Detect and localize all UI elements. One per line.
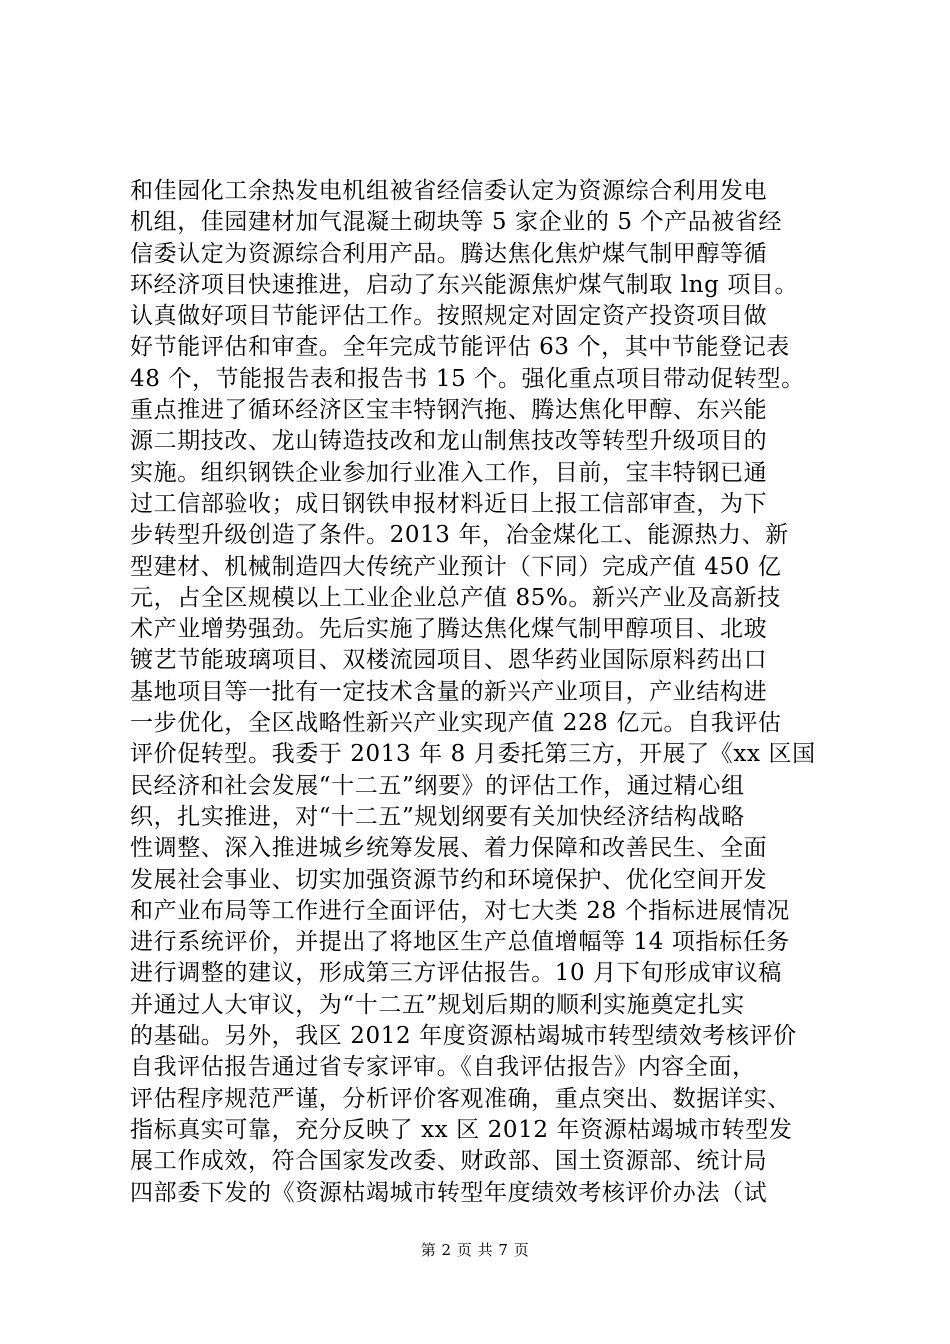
text-line: 民经济和社会发展“十二五”纲要》的评估工作，通过精心组 — [130, 772, 745, 799]
text-line: 展工作成效，符合国家发改委、财政部、国土资源部、统计局 — [130, 1148, 768, 1175]
text-line: 和佳园化工余热发电机组被省经信委认定为资源综合利用发电 — [130, 178, 768, 204]
text-line: 并通过人大审议，为“十二五”规划后期的顺利实施奠定扎实 — [130, 991, 745, 1018]
text-line: 好节能评估和审查。全年完成节能评估 63 个，其中节能登记表 — [130, 334, 790, 361]
text-line: 评价促转型。我委于 2013 年 8 月委托第三方，开展了《xx 区国 — [130, 741, 816, 768]
text-line: 型建材、机械制造四大传统产业预计（下同）完成产值 450 亿 — [130, 553, 782, 580]
text-line: 过工信部验收；成日钢铁申报材料近日上报工信部审查，为下 — [130, 490, 768, 517]
body-text — [130, 176, 820, 1209]
text-line: 源二期技改、龙山铸造技改和龙山制焦技改等转型升级项目的 — [130, 428, 768, 455]
text-line: 步转型升级创造了条件。2013 年，冶金煤化工、能源热力、新 — [130, 522, 789, 549]
text-line: 四部委下发的《资源枯竭城市转型年度绩效考核评价办法（试 — [130, 1179, 768, 1206]
text-line: 环经济项目快速推进，启动了东兴能源焦炉煤气制取 lng 项目。 — [130, 271, 799, 298]
text-line: 和产业布局等工作进行全面评估，对七大类 28 个指标进展情况 — [130, 897, 790, 924]
text-line: 48 个，节能报告表和报告书 15 个。强化重点项目带动促转型。 — [130, 365, 805, 392]
text-line: 性调整、深入推进城乡统筹发展、着力保障和改善民生、全面 — [130, 835, 768, 862]
text-line: 指标真实可靠，充分反映了 xx 区 2012 年资源枯竭城市转型发 — [130, 1116, 793, 1143]
text-line: 自我评估报告通过省专家评审。《自我评估报告》内容全面， — [130, 1054, 756, 1081]
text-line: 一步优化，全区战略性新兴产业实现产值 228 亿元。自我评估 — [130, 710, 782, 737]
text-line: 术产业增势强劲。先后实施了腾达焦化煤气制甲醇项目、北玻 — [130, 616, 768, 643]
text-line: 进行调整的建议，形成第三方评估报告。10 月下旬形成审议稿 — [130, 960, 782, 987]
text-line: 认真做好项目节能评估工作。按照规定对固定资产投资项目做 — [130, 303, 768, 330]
text-line: 镀艺节能玻璃项目、双楼流园项目、恩华药业国际原料药出口 — [130, 647, 768, 674]
text-line: 的基础。另外，我区 2012 年度资源枯竭城市转型绩效考核评价 — [130, 1023, 797, 1050]
text-line: 进行系统评价，并提出了将地区生产总值增幅等 14 项指标任务 — [130, 929, 790, 956]
page-footer: 第 2 页 共 7 页 — [420, 1241, 530, 1259]
text-line: 织，扎实推进，对“十二五”规划纲要有关加快经济结构战略 — [130, 803, 745, 830]
text-line: 重点推进了循环经济区宝丰特钢汽拖、腾达焦化甲醇、东兴能 — [130, 397, 768, 424]
text-line: 机组，佳园建材加气混凝土砌块等 5 家企业的 5 个产品被省经 — [130, 209, 783, 236]
text-line: 评估程序规范严谨，分析评价客观准确，重点突出、数据详实、 — [130, 1085, 791, 1112]
text-line: 信委认定为资源综合利用产品。腾达焦化焦炉煤气制甲醇等循 — [130, 240, 768, 267]
text-line: 基地项目等一批有一定技术含量的新兴产业项目，产业结构进 — [130, 678, 768, 705]
text-line: 发展社会事业、切实加强资源节约和环境保护、优化空间开发 — [130, 866, 768, 893]
text-line: 实施。组织钢铁企业参加行业准入工作，目前，宝丰特钢已通 — [130, 459, 768, 486]
text-line: 元，占全区规模以上工业企业总产值 85%。新兴产业及高新技 — [130, 584, 781, 611]
